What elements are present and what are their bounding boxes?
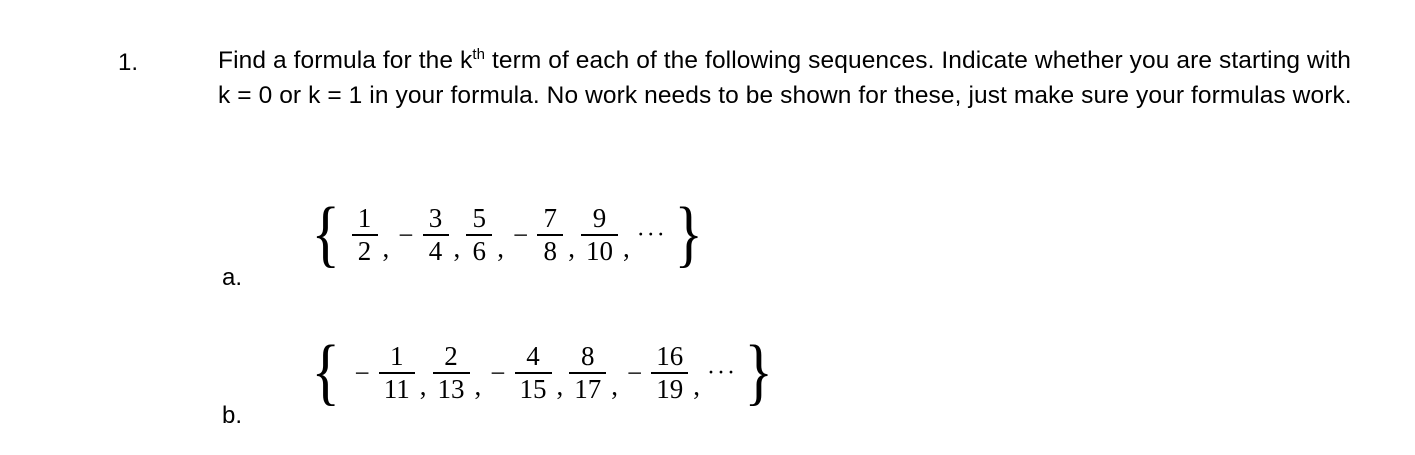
term-5 xyxy=(647,342,692,404)
term-2 xyxy=(429,342,474,404)
numerator: 2 xyxy=(444,341,458,371)
numerator: 9 xyxy=(592,203,607,233)
denominator: 19 xyxy=(656,374,684,405)
minus-sign: − xyxy=(513,219,529,250)
minus-sign: − xyxy=(354,357,370,388)
comma: , xyxy=(693,371,700,402)
right-brace: } xyxy=(744,331,773,414)
right-brace: } xyxy=(674,193,703,276)
numerator: 7 xyxy=(543,203,557,233)
denominator: 8 xyxy=(543,236,557,267)
numerator: 1 xyxy=(390,341,404,371)
term-3 xyxy=(462,204,496,266)
term-1 xyxy=(348,204,382,266)
part-a-sequence xyxy=(308,193,706,276)
numerator: 16 xyxy=(656,341,684,371)
comma: , xyxy=(568,233,575,264)
term-2 xyxy=(419,204,453,266)
denominator: 10 xyxy=(586,236,613,267)
comma: , xyxy=(497,233,505,264)
problem-text-part1: Find a formula for the k xyxy=(218,47,473,74)
problem-text-part2: term of each of the following sequences. Indicate whether you are starting with k = 0 or k = 1 in your formula. No work needs to be shown for these, just make sure your formulas work. xyxy=(218,47,1352,109)
part-b-sequence xyxy=(308,331,777,414)
term-4 xyxy=(533,204,567,266)
term-1 xyxy=(375,342,419,404)
problem-1 xyxy=(118,44,1358,114)
problem-statement xyxy=(218,44,1358,114)
numerator: 1 xyxy=(357,203,372,233)
numerator: 4 xyxy=(526,341,540,371)
numerator: 5 xyxy=(472,203,487,233)
denominator: 13 xyxy=(437,374,465,405)
left-brace: { xyxy=(311,331,340,414)
term-4 xyxy=(565,342,610,404)
numerator: 8 xyxy=(581,341,595,371)
denominator: 4 xyxy=(428,236,443,267)
comma: , xyxy=(556,371,564,402)
denominator: 11 xyxy=(383,374,410,405)
comma: , xyxy=(453,233,461,264)
comma: , xyxy=(623,233,630,264)
denominator: 15 xyxy=(519,374,547,405)
denominator: 6 xyxy=(472,236,487,267)
denominator: 17 xyxy=(574,374,602,405)
term-3 xyxy=(511,342,556,404)
minus-sign: − xyxy=(490,357,506,388)
problem-number: 1. xyxy=(118,49,139,76)
part-a-label: a. xyxy=(222,264,243,291)
ellipsis: ··· xyxy=(636,221,667,248)
comma: , xyxy=(611,371,618,402)
comma: , xyxy=(382,233,390,264)
comma: , xyxy=(419,371,427,402)
minus-sign: − xyxy=(398,219,414,250)
superscript-th: th xyxy=(472,45,486,63)
left-brace: { xyxy=(311,193,340,276)
term-5 xyxy=(577,204,622,266)
ellipsis: ··· xyxy=(706,359,737,386)
numerator: 3 xyxy=(428,203,443,233)
minus-sign: − xyxy=(627,357,643,388)
denominator: 2 xyxy=(357,236,372,267)
comma: , xyxy=(474,371,482,402)
part-b-label: b. xyxy=(222,402,243,429)
